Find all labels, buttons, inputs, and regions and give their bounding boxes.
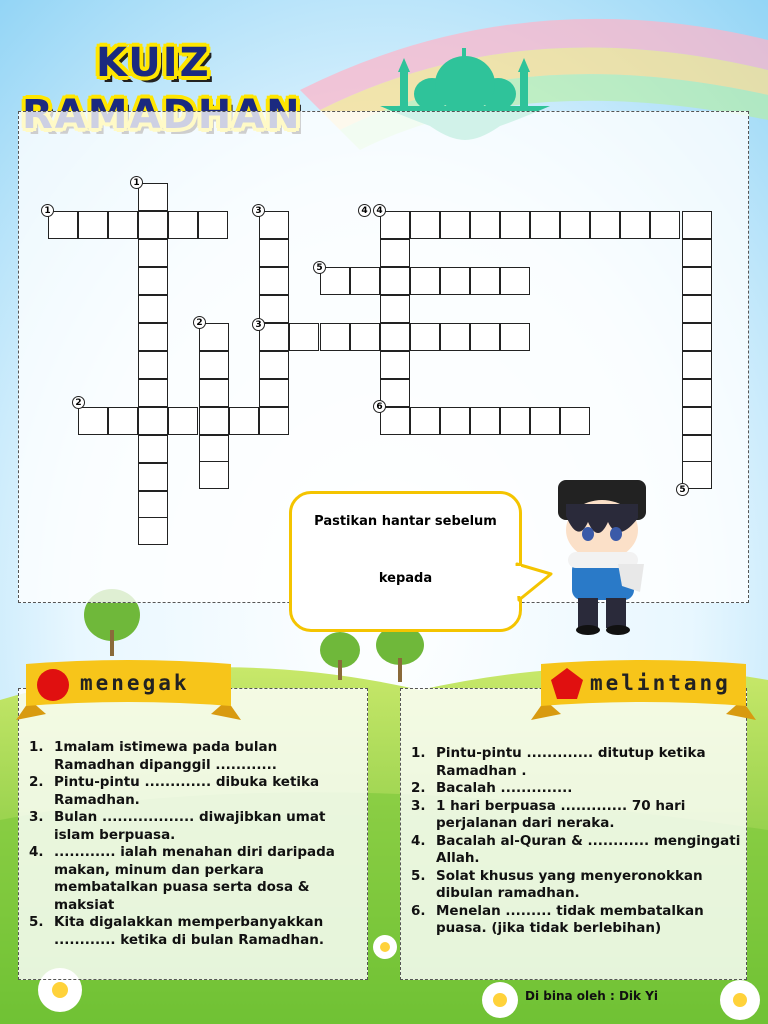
crossword-cell[interactable] [229, 407, 259, 435]
crossword-cell[interactable] [138, 323, 168, 351]
crossword-cell[interactable] [470, 267, 500, 295]
list-item [29, 774, 359, 809]
across-pentagon-icon [549, 666, 585, 702]
crossword-cell[interactable] [470, 323, 500, 351]
crossword-cell[interactable] [440, 211, 470, 239]
crossword-cell[interactable] [108, 407, 138, 435]
crossword-cell[interactable] [259, 295, 289, 323]
crossword-cell[interactable] [470, 407, 500, 435]
list-item [411, 903, 741, 938]
crossword-cell[interactable] [199, 351, 229, 379]
crossword-cell[interactable] [650, 211, 680, 239]
clue-number: 3. [29, 809, 44, 825]
crossword-cell[interactable] [138, 267, 168, 295]
clue-number-down-4: 4 [358, 204, 371, 217]
crossword-cell[interactable] [350, 323, 380, 351]
crossword-cell[interactable] [682, 435, 712, 463]
crossword-cell[interactable] [259, 379, 289, 407]
clue-text: Solat khusus yang menyeronokkan dibulan ramadhan. [436, 867, 703, 901]
crossword-cell[interactable] [138, 211, 168, 239]
crossword-cell[interactable] [500, 407, 530, 435]
list-item [411, 798, 741, 833]
clue-number-down-2: 2 [193, 316, 206, 329]
clue-number: 4. [29, 844, 44, 860]
crossword-cell[interactable] [682, 407, 712, 435]
crossword-cell[interactable] [682, 239, 712, 267]
clue-number-across-3: 3 [252, 318, 265, 331]
clue-number-across-4: 4 [373, 204, 386, 217]
crossword-cell[interactable] [320, 323, 350, 351]
title-line-1: KUIZ [96, 40, 211, 86]
list-item [29, 809, 359, 844]
crossword-cell[interactable] [380, 295, 410, 323]
crossword-cell[interactable] [259, 351, 289, 379]
clue-number: 5. [29, 914, 44, 930]
crossword-cell[interactable] [138, 239, 168, 267]
clue-number-down-5: 5 [676, 483, 689, 496]
clue-number-across-6: 6 [373, 400, 386, 413]
across-clues-panel [400, 688, 747, 980]
clue-number: 6. [411, 902, 426, 919]
crossword-cell[interactable] [560, 211, 590, 239]
crossword-cell[interactable] [259, 239, 289, 267]
clue-number-down-1: 1 [130, 176, 143, 189]
crossword-cell[interactable] [380, 407, 410, 435]
list-item [411, 833, 741, 868]
crossword-cell[interactable] [138, 183, 168, 211]
list-item [411, 745, 741, 780]
clue-number-across-5: 5 [313, 261, 326, 274]
crossword-cell[interactable] [198, 211, 228, 239]
clue-number: 5. [411, 867, 426, 884]
crossword-cell[interactable] [168, 211, 198, 239]
crossword-cell[interactable] [48, 211, 78, 239]
clue-number: 3. [411, 797, 426, 814]
clue-text: Bulan .................. diwajibkan umat islam berpuasa. [54, 809, 326, 843]
crossword-cell[interactable] [380, 211, 410, 239]
crossword-cell[interactable] [380, 267, 410, 295]
crossword-cell[interactable] [682, 267, 712, 295]
crossword-cell[interactable] [138, 351, 168, 379]
clue-text: Bacalah al-Quran & ............ mengingati Allah. [436, 832, 741, 866]
down-clues-list [29, 739, 359, 949]
crossword-cell[interactable] [259, 211, 289, 239]
crossword-cell[interactable] [440, 407, 470, 435]
crossword-cell[interactable] [682, 351, 712, 379]
crossword-cell[interactable] [350, 267, 380, 295]
crossword-cell[interactable] [500, 211, 530, 239]
crossword-cell[interactable] [199, 435, 229, 463]
crossword-cell[interactable] [410, 211, 440, 239]
down-heading: menegak [80, 671, 190, 695]
across-heading: melintang [590, 671, 731, 695]
crossword-cell[interactable] [620, 211, 650, 239]
crossword-cell[interactable] [440, 323, 470, 351]
crossword-cell[interactable] [138, 491, 168, 519]
crossword-cell[interactable] [168, 407, 198, 435]
crossword-cell[interactable] [530, 407, 560, 435]
crossword-cell[interactable] [682, 323, 712, 351]
crossword-cell[interactable] [380, 239, 410, 267]
clue-number: 1. [29, 739, 44, 755]
crossword-cell[interactable] [108, 211, 138, 239]
crossword-cell[interactable] [138, 379, 168, 407]
crossword-cell[interactable] [138, 463, 168, 491]
list-item [29, 739, 359, 774]
clue-number-across-1: 1 [41, 204, 54, 217]
crossword-cell[interactable] [410, 267, 440, 295]
crossword-cell[interactable] [289, 323, 319, 351]
crossword-cell[interactable] [470, 211, 500, 239]
crossword-cell[interactable] [682, 211, 712, 239]
crossword-cell[interactable] [410, 323, 440, 351]
list-item [29, 844, 359, 914]
clue-number: 4. [411, 832, 426, 849]
crossword-cell[interactable] [500, 323, 530, 351]
crossword-cell[interactable] [199, 379, 229, 407]
clue-number-down-3: 3 [252, 204, 265, 217]
clue-number: 1. [411, 745, 426, 761]
list-item [29, 914, 359, 949]
clue-text: Pintu-pintu ............. ditutup ketika Ramadhan . [436, 745, 706, 779]
clue-number-across-2: 2 [72, 396, 85, 409]
crossword-cell[interactable] [440, 267, 470, 295]
clue-number: 2. [411, 780, 426, 796]
crossword-cell[interactable] [138, 517, 168, 545]
across-clues-list [411, 745, 741, 938]
credit-text: Di bina oleh : Dik Yi [525, 989, 659, 1003]
clue-text: 1 hari berpuasa ............. 70 hari perjalanan dari neraka. [436, 797, 686, 831]
speech-bubble [289, 491, 522, 632]
clue-text: Menelan ......... tidak membatalkan puasa. (jika tidak berlebihan) [436, 902, 704, 936]
crossword-cell[interactable] [259, 267, 289, 295]
clue-text: Bacalah .............. [436, 780, 573, 796]
crossword-cell[interactable] [380, 351, 410, 379]
crossword-cell[interactable] [199, 407, 229, 435]
crossword-cell[interactable] [78, 407, 108, 435]
crossword-cell[interactable] [78, 211, 108, 239]
crossword-cell[interactable] [560, 407, 590, 435]
bubble-line-2: kepada [378, 571, 433, 586]
list-item [411, 868, 741, 903]
crossword-cell[interactable] [682, 379, 712, 407]
clue-text: Kita digalakkan memperbanyakkan ............ ketika di bulan Ramadhan. [54, 914, 324, 948]
clue-number: 2. [29, 774, 44, 790]
crossword-cell[interactable] [500, 267, 530, 295]
crossword-cell[interactable] [138, 407, 168, 435]
crossword-cell[interactable] [138, 295, 168, 323]
clue-text: Pintu-pintu ............. dibuka ketika Ramadhan. [54, 774, 320, 808]
crossword-cell[interactable] [590, 211, 620, 239]
list-item [411, 780, 741, 798]
crossword-cell[interactable] [682, 295, 712, 323]
down-circle-icon [36, 668, 70, 702]
crossword-cell[interactable] [259, 407, 289, 435]
crossword-cell[interactable] [530, 211, 560, 239]
boy-character-icon [548, 474, 654, 640]
clue-text: 1malam istimewa pada bulan Ramadhan dipanggil ............ [54, 739, 278, 773]
crossword-cell[interactable] [199, 461, 229, 489]
crossword-cell[interactable] [410, 407, 440, 435]
down-clues-panel [18, 688, 368, 980]
clue-text: ............ ialah menahan diri daripada makan, minum dan perkara membatalkan puasa serta dosa & maksiat [54, 844, 335, 913]
crossword-cell[interactable] [138, 435, 168, 463]
crossword-cell[interactable] [380, 323, 410, 351]
bubble-line-1: Pastikan hantar sebelum [314, 514, 497, 529]
